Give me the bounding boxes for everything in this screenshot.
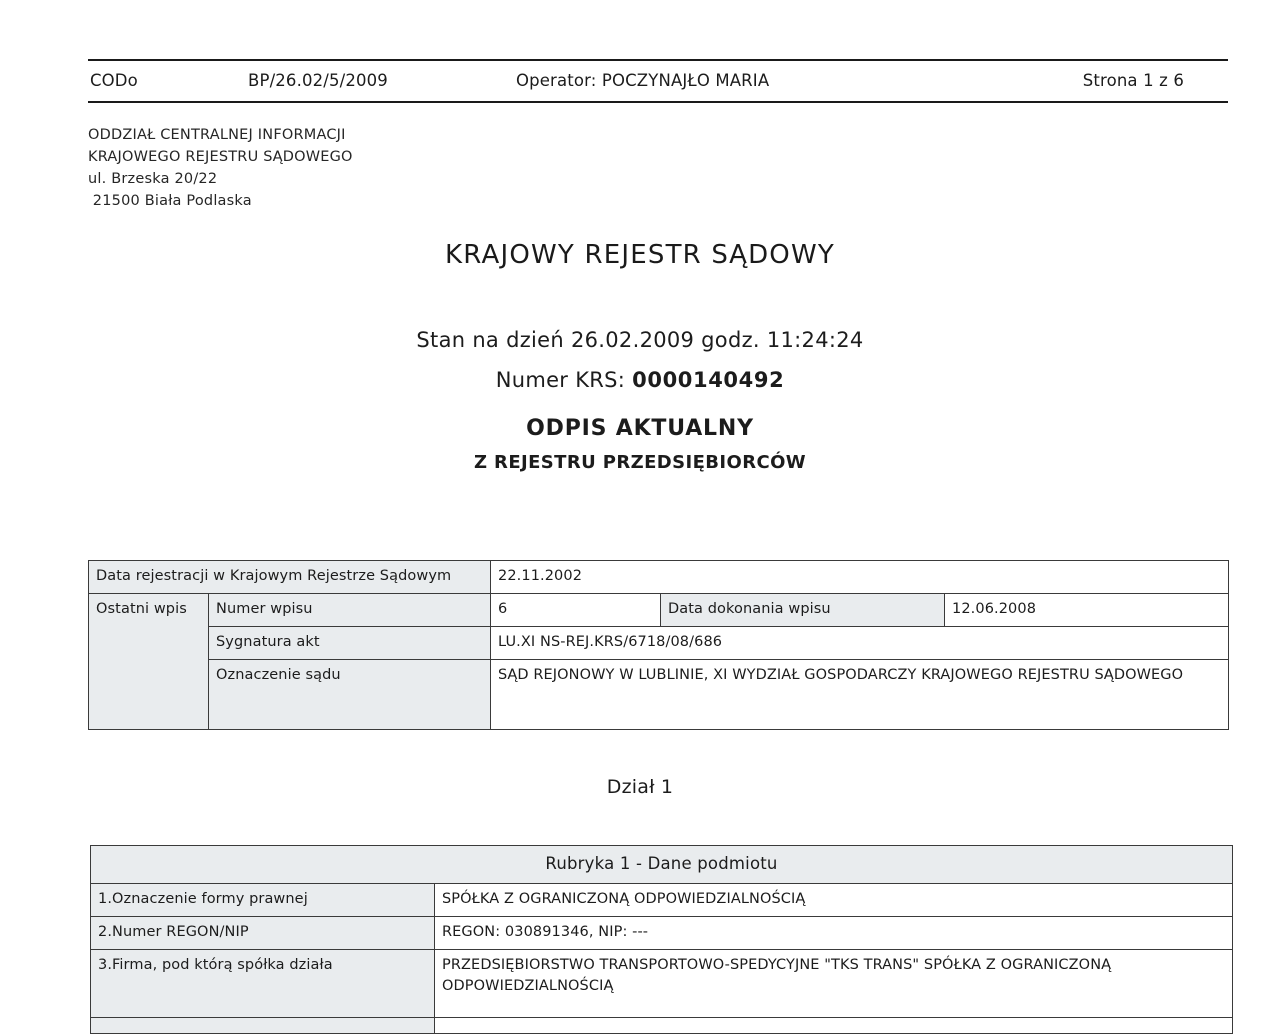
- entry-date-label: Data dokonania wpisu: [661, 594, 945, 627]
- table-row: [91, 917, 1233, 950]
- entry-date-value: 12.06.2008: [945, 594, 1229, 627]
- system-code: CODo: [90, 71, 138, 90]
- row-label: 1.Oznaczenie formy prawnej: [91, 884, 435, 917]
- table-row: [89, 627, 1229, 660]
- krs-number: 0000140492: [632, 368, 785, 392]
- issuing-office-address: [88, 124, 353, 212]
- document-reference: BP/26.02/5/2009: [248, 71, 388, 90]
- entry-number-value: 6: [491, 594, 661, 627]
- office-line-4: 21500 Biała Podlaska: [88, 193, 252, 209]
- registration-date-value: 22.11.2002: [491, 561, 1229, 594]
- table-row: [91, 884, 1233, 917]
- document-type: ODPIS AKTUALNY: [526, 416, 754, 441]
- row-value: PRZEDSIĘBIORSTWO TRANSPORTOWO-SPEDYCYJNE "TKS TRANS" SPÓŁKA Z OGRANICZONĄ ODPOWIEDZIALNOŚCIĄ: [435, 950, 1233, 1018]
- page-indicator: Strona 1 z 6: [1082, 71, 1184, 90]
- table-row: [89, 561, 1229, 594]
- last-entry-label: Ostatni wpis: [89, 594, 209, 730]
- running-header: [88, 68, 1228, 98]
- table-row: [91, 950, 1233, 1018]
- table-row: [89, 594, 1229, 627]
- court-label: Oznaczenie sądu: [209, 660, 491, 730]
- row-value: SPÓŁKA Z OGRANICZONĄ ODPOWIEDZIALNOŚCIĄ: [435, 884, 1233, 917]
- row-label: 2.Numer REGON/NIP: [91, 917, 435, 950]
- row-value: [435, 1018, 1233, 1034]
- court-value: SĄD REJONOWY W LUBLINIE, XI WYDZIAŁ GOSPODARCZY KRAJOWEGO REJESTRU SĄDOWEGO: [491, 660, 1229, 730]
- krs-number-line: [0, 368, 1280, 392]
- state-as-of-line: Stan na dzień 26.02.2009 godz. 11:24:24: [416, 328, 864, 352]
- row-label: [91, 1018, 435, 1034]
- entry-number-label: Numer wpisu: [209, 594, 491, 627]
- document-subtype: Z REJESTRU PRZEDSIĘBIORCÓW: [473, 452, 807, 473]
- office-line-3: ul. Brzeska 20/22: [88, 171, 218, 187]
- registration-date-label: Data rejestracji w Krajowym Rejestrze Sądowym: [89, 561, 491, 594]
- header-rule-top: [88, 59, 1228, 61]
- rubryka-1-table: [90, 845, 1233, 1034]
- table-row: [89, 660, 1229, 730]
- office-line-2: KRAJOWEGO REJESTRU SĄDOWEGO: [88, 149, 353, 165]
- table-row-clipped: [91, 1018, 1233, 1034]
- case-signature-label: Sygnatura akt: [209, 627, 491, 660]
- registration-table: [88, 560, 1229, 730]
- row-value: REGON: 030891346, NIP: ---: [435, 917, 1233, 950]
- operator-name: Operator: POCZYNAJŁO MARIA: [516, 71, 770, 90]
- krs-label: Numer KRS:: [495, 368, 633, 392]
- table-header-row: [91, 846, 1233, 884]
- office-line-1: ODDZIAŁ CENTRALNEJ INFORMACJI: [88, 127, 346, 143]
- rubryka-heading: Rubryka 1 - Dane podmiotu: [91, 846, 1233, 884]
- header-rule-bottom: [88, 101, 1228, 103]
- row-label: 3.Firma, pod którą spółka działa: [91, 950, 435, 1018]
- case-signature-value: LU.XI NS-REJ.KRS/6718/08/686: [491, 627, 1229, 660]
- registry-title: KRAJOWY REJESTR SĄDOWY: [445, 240, 835, 270]
- section-caption: Dział 1: [606, 776, 674, 798]
